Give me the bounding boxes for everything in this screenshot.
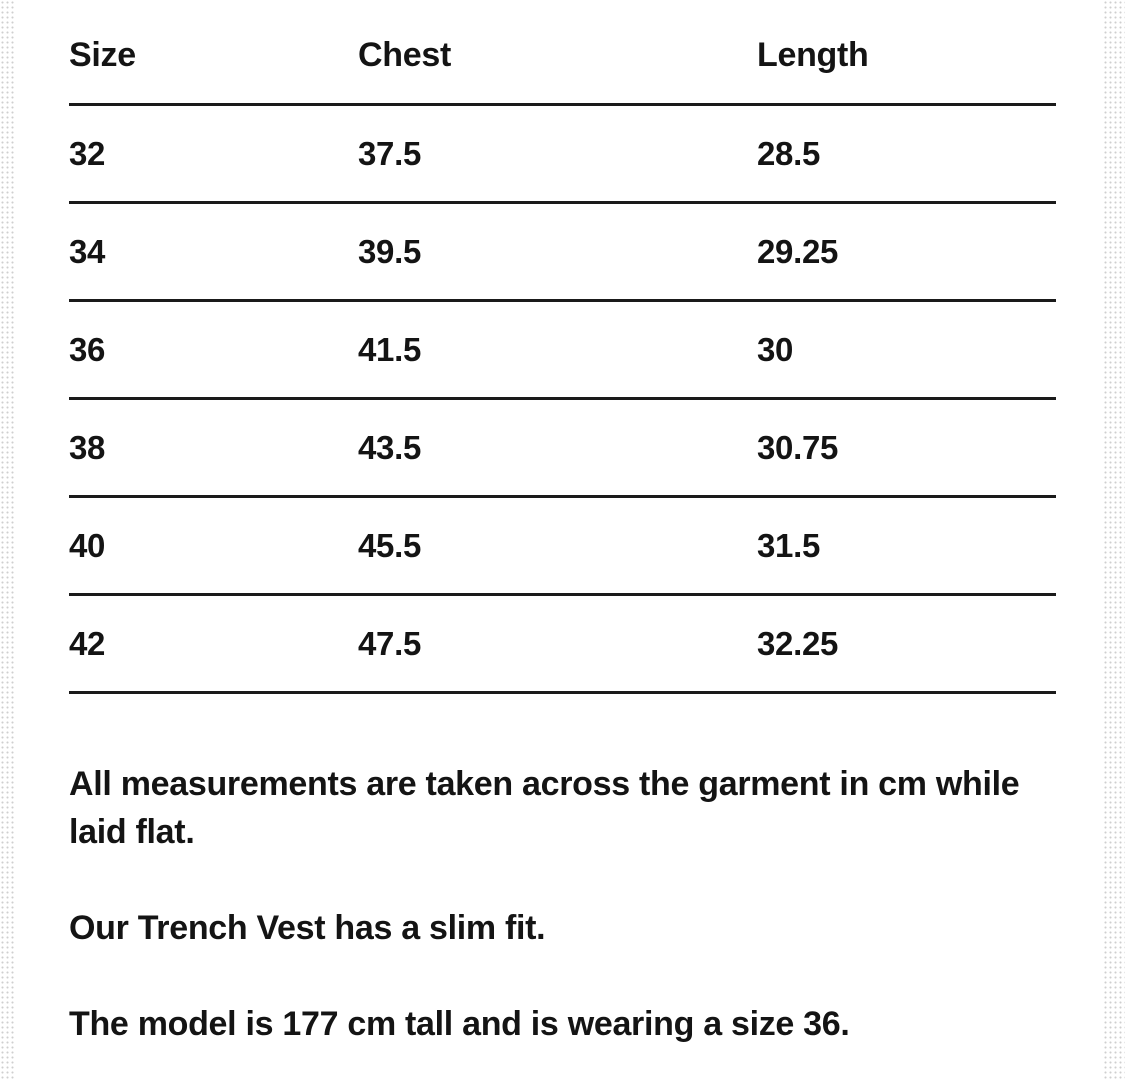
cell-length: 31.5 [757,527,821,564]
cell-chest: 39.5 [358,233,422,270]
fit-note: Our Trench Vest has a slim fit. [69,909,546,947]
cell-length: 28.5 [757,135,821,172]
cell-length: 32.25 [757,625,839,662]
cell-size: 36 [69,331,106,368]
cell-length: 30.75 [757,429,839,466]
measurement-note: All measurements are taken across the garment in cm while laid flat. [69,765,1020,851]
cell-chest: 47.5 [358,625,422,662]
cell-chest: 37.5 [358,135,422,172]
cell-size: 42 [69,625,106,662]
cell-length: 29.25 [757,233,839,270]
size-notes [69,760,1059,1048]
table-row [69,498,1056,596]
cell-size: 34 [69,233,106,270]
table-row [69,204,1056,302]
size-chart-table [69,8,1056,694]
cell-size: 38 [69,429,106,466]
cell-length: 30 [757,331,794,368]
table-row [69,302,1056,400]
header-chest: Chest [358,36,451,74]
cell-chest: 43.5 [358,429,422,466]
cell-size: 40 [69,527,106,564]
cell-chest: 41.5 [358,331,422,368]
dotted-edge-right [1103,0,1125,1079]
table-header-row [69,8,1056,106]
cell-chest: 45.5 [358,527,422,564]
cell-size: 32 [69,135,106,172]
table-row [69,400,1056,498]
header-size: Size [69,36,136,74]
table-row [69,106,1056,204]
table-row [69,596,1056,694]
dotted-edge-left [0,0,14,1079]
model-note: The model is 177 cm tall and is wearing a size 36. [69,1005,850,1043]
header-length: Length [757,36,869,74]
